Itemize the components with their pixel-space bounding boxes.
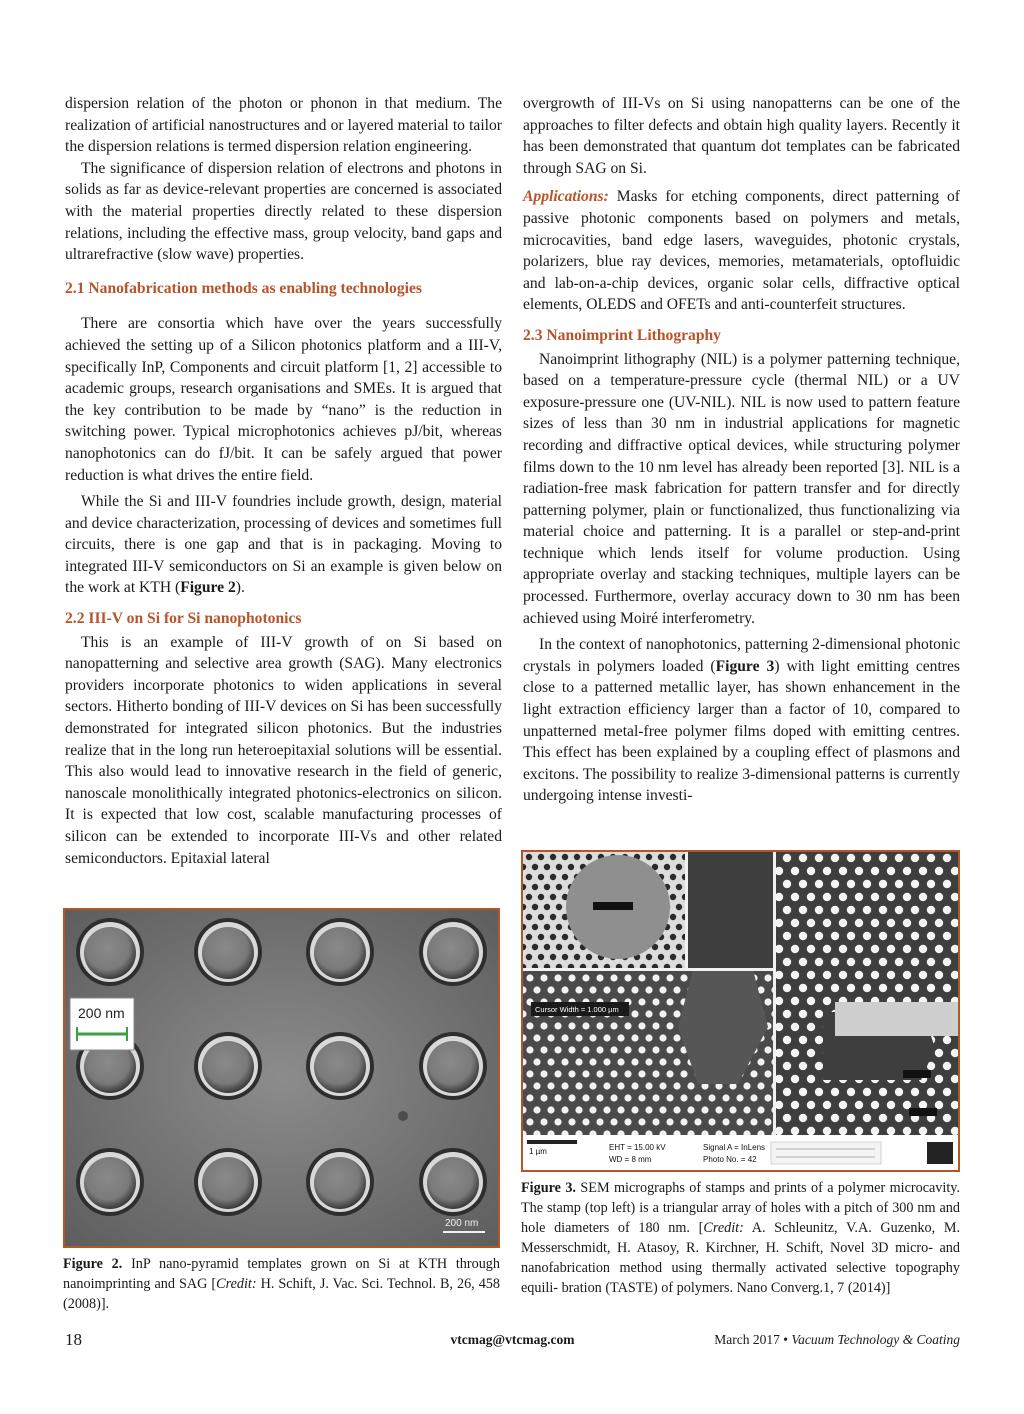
signal-label: Signal A = InLens xyxy=(703,1143,766,1152)
paragraph: Nanoimprint lithography (NIL) is a polymer patterning technique, based on a temperature-pressure cycle (thermal NIL) or a UV exposure-pressure one (UV-NIL). NIL is now used to pattern feature sizes of less than 30 nm in industrial applications for magnetic recording and diffractive optical devices, while structuring polymer films down to the 10 nm level has already been reported [3]. NIL is a radiation-free mask fabrication for pattern transfer and for directly patterning polymer, plain or functionalized, thus functionalizing via material choice and patterning. It is a parallel or step-and-print technique which lends itself for volume production. Using appropriate overlay and stacking techniques, multiple layers can be processed. Furthermore, overlay accuracy down to 30 nm has been achieved using Moiré interferometry. xyxy=(523,350,960,627)
paragraph: overgrowth of III-Vs on Si using nanopatterns can be one of the approaches to filter defects and obtain high quality layers. Recently it has been demonstrated that quantum dot templates can be fabricated through SAG on Si. xyxy=(523,95,960,177)
figure-3-image-frame xyxy=(521,850,960,1172)
figure-3 xyxy=(521,850,960,1298)
section-heading-2-3: 2.3 Nanoimprint Lithography xyxy=(523,326,721,344)
paragraph: dispersion relation of the photon or phonon in that medium. The realization of artificial nanostructures and or layered material to tailor the dispersion relations is termed dispersion relation engineering. xyxy=(65,95,502,156)
applications-label: Applications: xyxy=(523,188,609,206)
figure-2-image-frame xyxy=(63,908,500,1248)
page-number: 18 xyxy=(65,1330,82,1349)
footer-email-link[interactable]: vtcmag@vtcmag.com xyxy=(450,1332,575,1347)
svg-text:200 nm: 200 nm xyxy=(445,1218,479,1229)
magazine-title: Vacuum Technology & Coating xyxy=(791,1332,960,1347)
paragraph: The significance of dispersion relation of electrons and photons in solids as far as device-relevant properties are concerned is associated with the material properties directly related to these dispersion relations, including the effective mass, group velocity, band gaps and ultrarefractive (slow wave) properties. xyxy=(65,159,502,264)
right-column xyxy=(523,93,960,807)
svg-text:200 nm: 200 nm xyxy=(78,1005,125,1021)
wd-label: WD = 8 mm xyxy=(609,1155,652,1164)
eht-label: EHT = 15.00 kV xyxy=(609,1143,666,1152)
section-heading-2-2: 2.2 III-V on Si for Si nanophotonics xyxy=(65,610,302,628)
page-footer xyxy=(65,1330,960,1352)
paragraph: While the Si and III-V foundries include growth, design, material and device characterization, processing of devices and sometimes full circuits, there is one gap and that is in packaging. Moving to integrated III-V semiconductors on Si an example is given below on the work at KTH (Figure 2). xyxy=(65,493,502,597)
scale-1um-label: 1 µm xyxy=(529,1147,547,1156)
figure-3-caption: Figure 3. SEM micrographs of stamps and prints of a polymer microcavity. The stamp (top left) is a triangular array of holes with a pitch of 300 nm and hole diameters of 180 nm. [Credit: A. Schleunitz, V.A. Guzenko, M. Messerschmidt, H. Atasoy, R. Kirchner, H. Schift, Novel 3D micro- and nanofabrication method using thermally activated selective topography equili- bration (TASTE) of polymers. Nano Converg.1, 7 (2014)] xyxy=(521,1180,960,1296)
footer-issue: March 2017 • Vacuum Technology & Coating xyxy=(714,1332,960,1347)
left-column xyxy=(65,93,502,869)
paragraph: In the context of nanophotonics, patterning 2-dimensional photonic crystals in polymers loaded (Figure 3) with light emitting centres close to a patterned metallic layer, has shown enhancement in the light extraction efficiency larger than a factor of 10, compared to unpatterned metal-free polymer films doped with emitting centres. This effect has been explained by a coupling effect of plasmons and excitons. The possibility to realize 3-dimensional patterns is currently undergoing intense investi- xyxy=(523,636,960,805)
section-heading-2-1: 2.1 Nanofabrication methods as enabling technologies xyxy=(65,279,422,297)
paragraph: There are consortia which have over the years successfully achieved the setting up of a Silicon photonics platform and a III-V, specifically InP, Components and circuit platform [1, 2] accessible to academic groups, research organisations and SMEs. It is argued that the key contribution to be made by “nano” is the reduction in switching power. Typical microphotonics achieves pJ/bit, whereas nanophotonics can do fJ/bit. It can be safely argued that power reduction is what drives the entire field. xyxy=(65,315,502,484)
figure-2-reference[interactable]: Figure 2 xyxy=(180,579,236,597)
paragraph-applications: Applications: Masks for etching components, direct patterning of passive photonic components based on polymers and metals, microcavities, band edge lasers, waveguides, photonic crystals, polarizers, blue ray devices, memories, metamaterials, optofluidic and lab-on-a-chip devices, organic solar cells, diffractive optical elements, OLEDS and OFETs and anti-counterfeit structures. xyxy=(523,188,960,314)
figure-2-caption: Figure 2. InP nano-pyramid templates grown on Si at KTH through nanoimprinting and SAG [Credit: H. Schift, J. Vac. Sci. Technol. B, 26, 458 (2008)]. xyxy=(63,1256,500,1312)
figure-3-reference[interactable]: Figure 3 xyxy=(715,657,775,675)
cursor-width-label: Cursor Width = 1.000 µm xyxy=(535,1005,619,1014)
paragraph: This is an example of III-V growth of on Si based on nanopatterning and selective area growth (SAG). Many electronics providers incorporate photonics to widen applications in several sectors. Hitherto bonding of III-V devices on Si has been successfully demonstrated for integrated silicon photonics. But the industries realize that in the long run heteroepitaxial solutions will be essential. This also would lead to innovative research in the field of generic, nanoscale monolithically integrated photonics-electronics on silicon. It is expected that low cost, scalable manufacturing processes of silicon can be extended to incorporate III-Vs and other related semiconductors. Epitaxial lateral xyxy=(65,633,502,867)
sem-polymer-microcavity-image xyxy=(523,852,958,1170)
scale-bar-200nm xyxy=(70,998,134,1050)
photo-number-label: Photo No. = 42 xyxy=(703,1155,757,1164)
figure-2 xyxy=(63,908,500,1314)
sem-nanopyramid-image xyxy=(65,910,498,1246)
